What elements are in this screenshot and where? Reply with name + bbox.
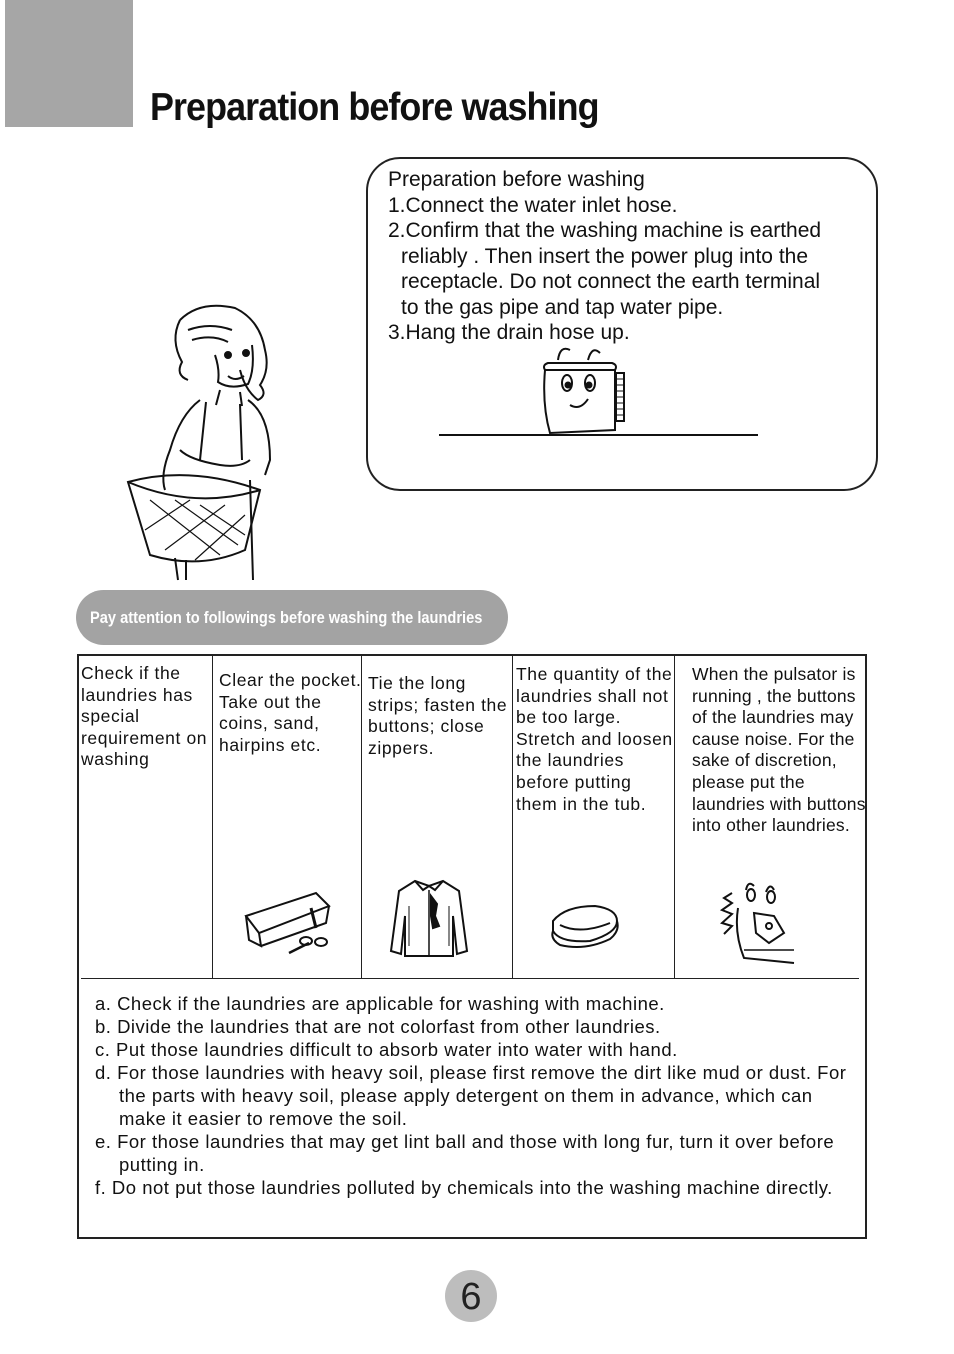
noisy-buttons-icon (714, 878, 799, 968)
list-item: a. Check if the laundries are applicable for washing with machine. (95, 993, 665, 1014)
page-number: 6 (445, 1270, 497, 1322)
prep-heading: Preparation before washing (388, 168, 645, 191)
washing-machine-icon (430, 345, 770, 440)
shirt-icon (387, 876, 471, 961)
folded-cloth-icon (545, 901, 623, 951)
attention-banner-label: Pay attention to followings before washing the laundries (90, 608, 483, 627)
page-title: Preparation before washing (150, 86, 599, 129)
attention-banner (76, 590, 508, 645)
prep-step-2-cont-2: receptacle. Do not connect the earth terminal (401, 270, 821, 293)
list-item: c. Put those laundries difficult to absorb water into water with hand. (95, 1039, 678, 1060)
pocket-items-icon (241, 888, 336, 958)
woman-with-basket-illustration (120, 300, 290, 585)
prep-step-1: 1.Connect the water inlet hose. (388, 193, 678, 217)
prep-step-2-cont-1: reliably . Then insert the power plug into the (401, 244, 809, 268)
list-item: f. Do not put those laundries polluted by chemicals into the washing machine directly. (95, 1177, 833, 1198)
corner-tab-decoration (5, 0, 133, 127)
prep-step-3: 3.Hang the drain hose up. (388, 321, 630, 344)
list-item: d. For those laundries with heavy soil, please first remove the dirt like mud or dust. For the parts with heavy soil, please apply detergent on them in advance, which can make it easier to remove the soil. (95, 1062, 847, 1129)
list-item: e. For those laundries that may get lint ball and those with long fur, turn it over before putting in. (95, 1131, 835, 1175)
list-item: b. Divide the laundries that are not colorfast from other laundries. (95, 1016, 661, 1037)
preparation-instructions (388, 167, 878, 346)
laundry-preparation-table (77, 654, 867, 1239)
cell-check-requirements: Check if the laundries has special requirement on washing (81, 663, 208, 770)
cell-quantity: The quantity of the laundries shall not be too large. Stretch and loosen the laundries before putting them in the tub. (516, 664, 673, 814)
prep-step-2-cont-3: to the gas pipe and tap water pipe. (401, 295, 724, 319)
washing-steps-list (95, 992, 855, 1199)
cell-tie-strips: Tie the long strips; fasten the buttons; close zippers. (368, 673, 508, 758)
cell-buttons-noise: When the pulsator is running , the buttons of the laundries may cause noise. For the sake of discretion, please put the laundries with buttons into other laundries. (692, 664, 866, 836)
cell-clear-pocket: Clear the pocket. Take out the coins, sand, hairpins etc. (219, 670, 362, 755)
row-divider (81, 978, 859, 979)
prep-step-2: 2.Confirm that the washing machine is earthed (388, 219, 822, 242)
